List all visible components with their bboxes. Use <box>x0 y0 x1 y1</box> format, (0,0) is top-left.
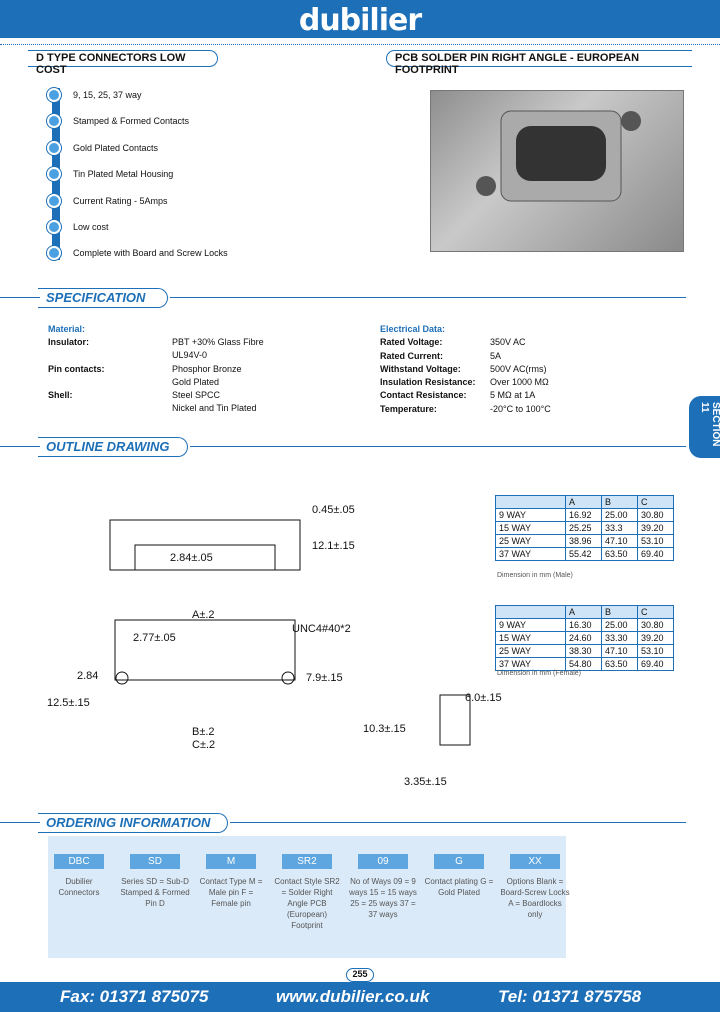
pins-label: Pin contacts: <box>48 363 105 374</box>
order-description: Options Blank = Board-Screw Locks A = Boardlocks only <box>500 877 570 919</box>
product-title: D TYPE CONNECTORS LOW COST <box>28 50 218 67</box>
fax-number: Fax: 01371 875075 <box>60 987 209 1006</box>
section-specification: SPECIFICATION <box>38 288 168 308</box>
website-link[interactable]: www.dubilier.co.uk <box>276 987 430 1006</box>
shell-label: Shell: <box>48 390 73 401</box>
feature-item: Current Rating - 5Amps <box>73 195 168 206</box>
phone-number: Tel: 01371 875758 <box>498 987 642 1006</box>
dimension-table-female <box>495 605 674 671</box>
divider <box>170 297 686 298</box>
dim-label: A±.2 <box>192 609 215 621</box>
order-description: Series SD = Sub-D Stamped & Formed Pin D <box>120 877 190 908</box>
electrical-row: Withstand Voltage: 500V AC(rms) <box>380 363 547 374</box>
dim-label: B±.2 <box>192 726 215 738</box>
electrical-data <box>380 323 680 416</box>
order-description: Dubilier Connectors <box>58 877 100 897</box>
section-ordering: ORDERING INFORMATION <box>38 813 228 833</box>
feature-item: Complete with Board and Screw Locks <box>73 248 228 259</box>
divider <box>190 446 686 447</box>
shell-plating: Nickel and Tin Plated <box>172 403 257 414</box>
male-table-caption: Dimension in mm (Male) <box>497 572 573 579</box>
table-row: A B C <box>496 606 674 619</box>
table-row: 15 WAY 25.25 33.3 39.20 <box>496 522 674 535</box>
dim-label: 10.3±.15 <box>363 723 406 735</box>
product-subtitle: PCB SOLDER PIN RIGHT ANGLE - EUROPEAN FOOTPRINT <box>386 50 692 67</box>
dim-label: 12.5±.15 <box>47 697 90 709</box>
female-table-caption: Dimension in mm (Female) <box>497 670 582 677</box>
pins-plating: Gold Plated <box>172 376 220 387</box>
table-row: 15 WAY 24.60 33.30 39.20 <box>496 632 674 645</box>
page-number: 255 <box>346 968 374 982</box>
order-code: SD <box>130 854 180 869</box>
section-tab: SECTION 11 <box>689 396 720 458</box>
insulator-value: PBT +30% Glass Fibre <box>172 337 264 347</box>
footer <box>0 982 720 1012</box>
connector-illustration <box>431 91 685 253</box>
feature-item: Stamped & Formed Contacts <box>73 116 190 127</box>
dim-label: C±.2 <box>192 739 216 751</box>
brand-logo: dubilier <box>298 3 422 38</box>
table-row: 9 WAY 16.30 25.00 30.80 <box>496 619 674 632</box>
dim-label: 0.45±.05 <box>312 504 355 516</box>
bullet-icon <box>47 141 61 155</box>
bullet-icon <box>47 220 61 234</box>
table-row: 37 WAY 54.80 63.50 69.40 <box>496 658 674 671</box>
order-description: Contact Type M = Male pin F = Female pin <box>199 877 263 908</box>
section-outline: OUTLINE DRAWING <box>38 437 188 457</box>
electrical-row: Rated Voltage: 350V AC <box>380 337 526 348</box>
table-row: 37 WAY 55.42 63.50 69.40 <box>496 548 674 561</box>
bullet-icon <box>47 194 61 208</box>
feature-item: Gold Plated Contacts <box>73 142 159 153</box>
material-values <box>172 336 332 416</box>
electrical-row: Temperature: -20°C to 100°C <box>380 403 551 414</box>
dim-label: 2.84±.05 <box>170 552 213 564</box>
table-row: A B C <box>496 496 674 509</box>
order-description: Contact plating G = Gold Plated <box>424 877 494 897</box>
dim-label: 3.35±.15 <box>404 776 447 788</box>
feature-item: Low cost <box>73 222 109 232</box>
divider <box>230 822 686 823</box>
order-code: G <box>434 854 484 869</box>
electrical-row: Contact Resistance: 5 MΩ at 1A <box>380 390 536 401</box>
order-code: 09 <box>358 854 408 869</box>
table-row: 9 WAY 16.92 25.00 30.80 <box>496 509 674 522</box>
outline-drawing <box>40 495 502 795</box>
material-heading: Material: <box>48 324 86 334</box>
bullet-icon <box>47 88 61 102</box>
dim-label: UNC4#40*2 <box>292 623 351 635</box>
dim-label: 7.9±.15 <box>306 672 343 684</box>
order-code: M <box>206 854 256 869</box>
product-photo <box>430 90 684 252</box>
table-row: 25 WAY 38.30 47.10 53.10 <box>496 645 674 658</box>
dim-label: 12.1±.15 <box>312 540 355 552</box>
feature-item: 9, 15, 25, 37 way <box>73 90 142 100</box>
order-code: XX <box>510 854 560 869</box>
order-description: Contact Style SR2 = Solder Right Angle PCB (European) Footprint <box>274 877 340 930</box>
divider <box>0 44 720 45</box>
order-code: SR2 <box>282 854 332 869</box>
table-row: 25 WAY 38.96 47.10 53.10 <box>496 535 674 548</box>
pins-value: Phosphor Bronze <box>172 363 242 374</box>
shell-value: Steel SPCC <box>172 390 221 401</box>
insulator-rating: UL94V-0 <box>172 350 208 361</box>
order-code: DBC <box>54 854 104 869</box>
dim-label: 6.0±.15 <box>465 692 502 704</box>
electrical-row: Rated Current: 5A <box>380 350 502 361</box>
order-description: No of Ways 09 = 9 ways 15 = 15 ways 25 = 25 ways 37 = 37 ways <box>349 877 417 919</box>
insulator-label: Insulator: <box>48 337 90 348</box>
dimension-table-male <box>495 495 674 561</box>
electrical-heading: Electrical Data: <box>380 324 446 334</box>
dim-label: 2.84 <box>77 670 99 682</box>
electrical-row: Insulation Resistance: Over 1000 MΩ <box>380 377 549 388</box>
feature-item: Tin Plated Metal Housing <box>73 169 174 180</box>
dim-label: 2.77±.05 <box>133 632 176 644</box>
